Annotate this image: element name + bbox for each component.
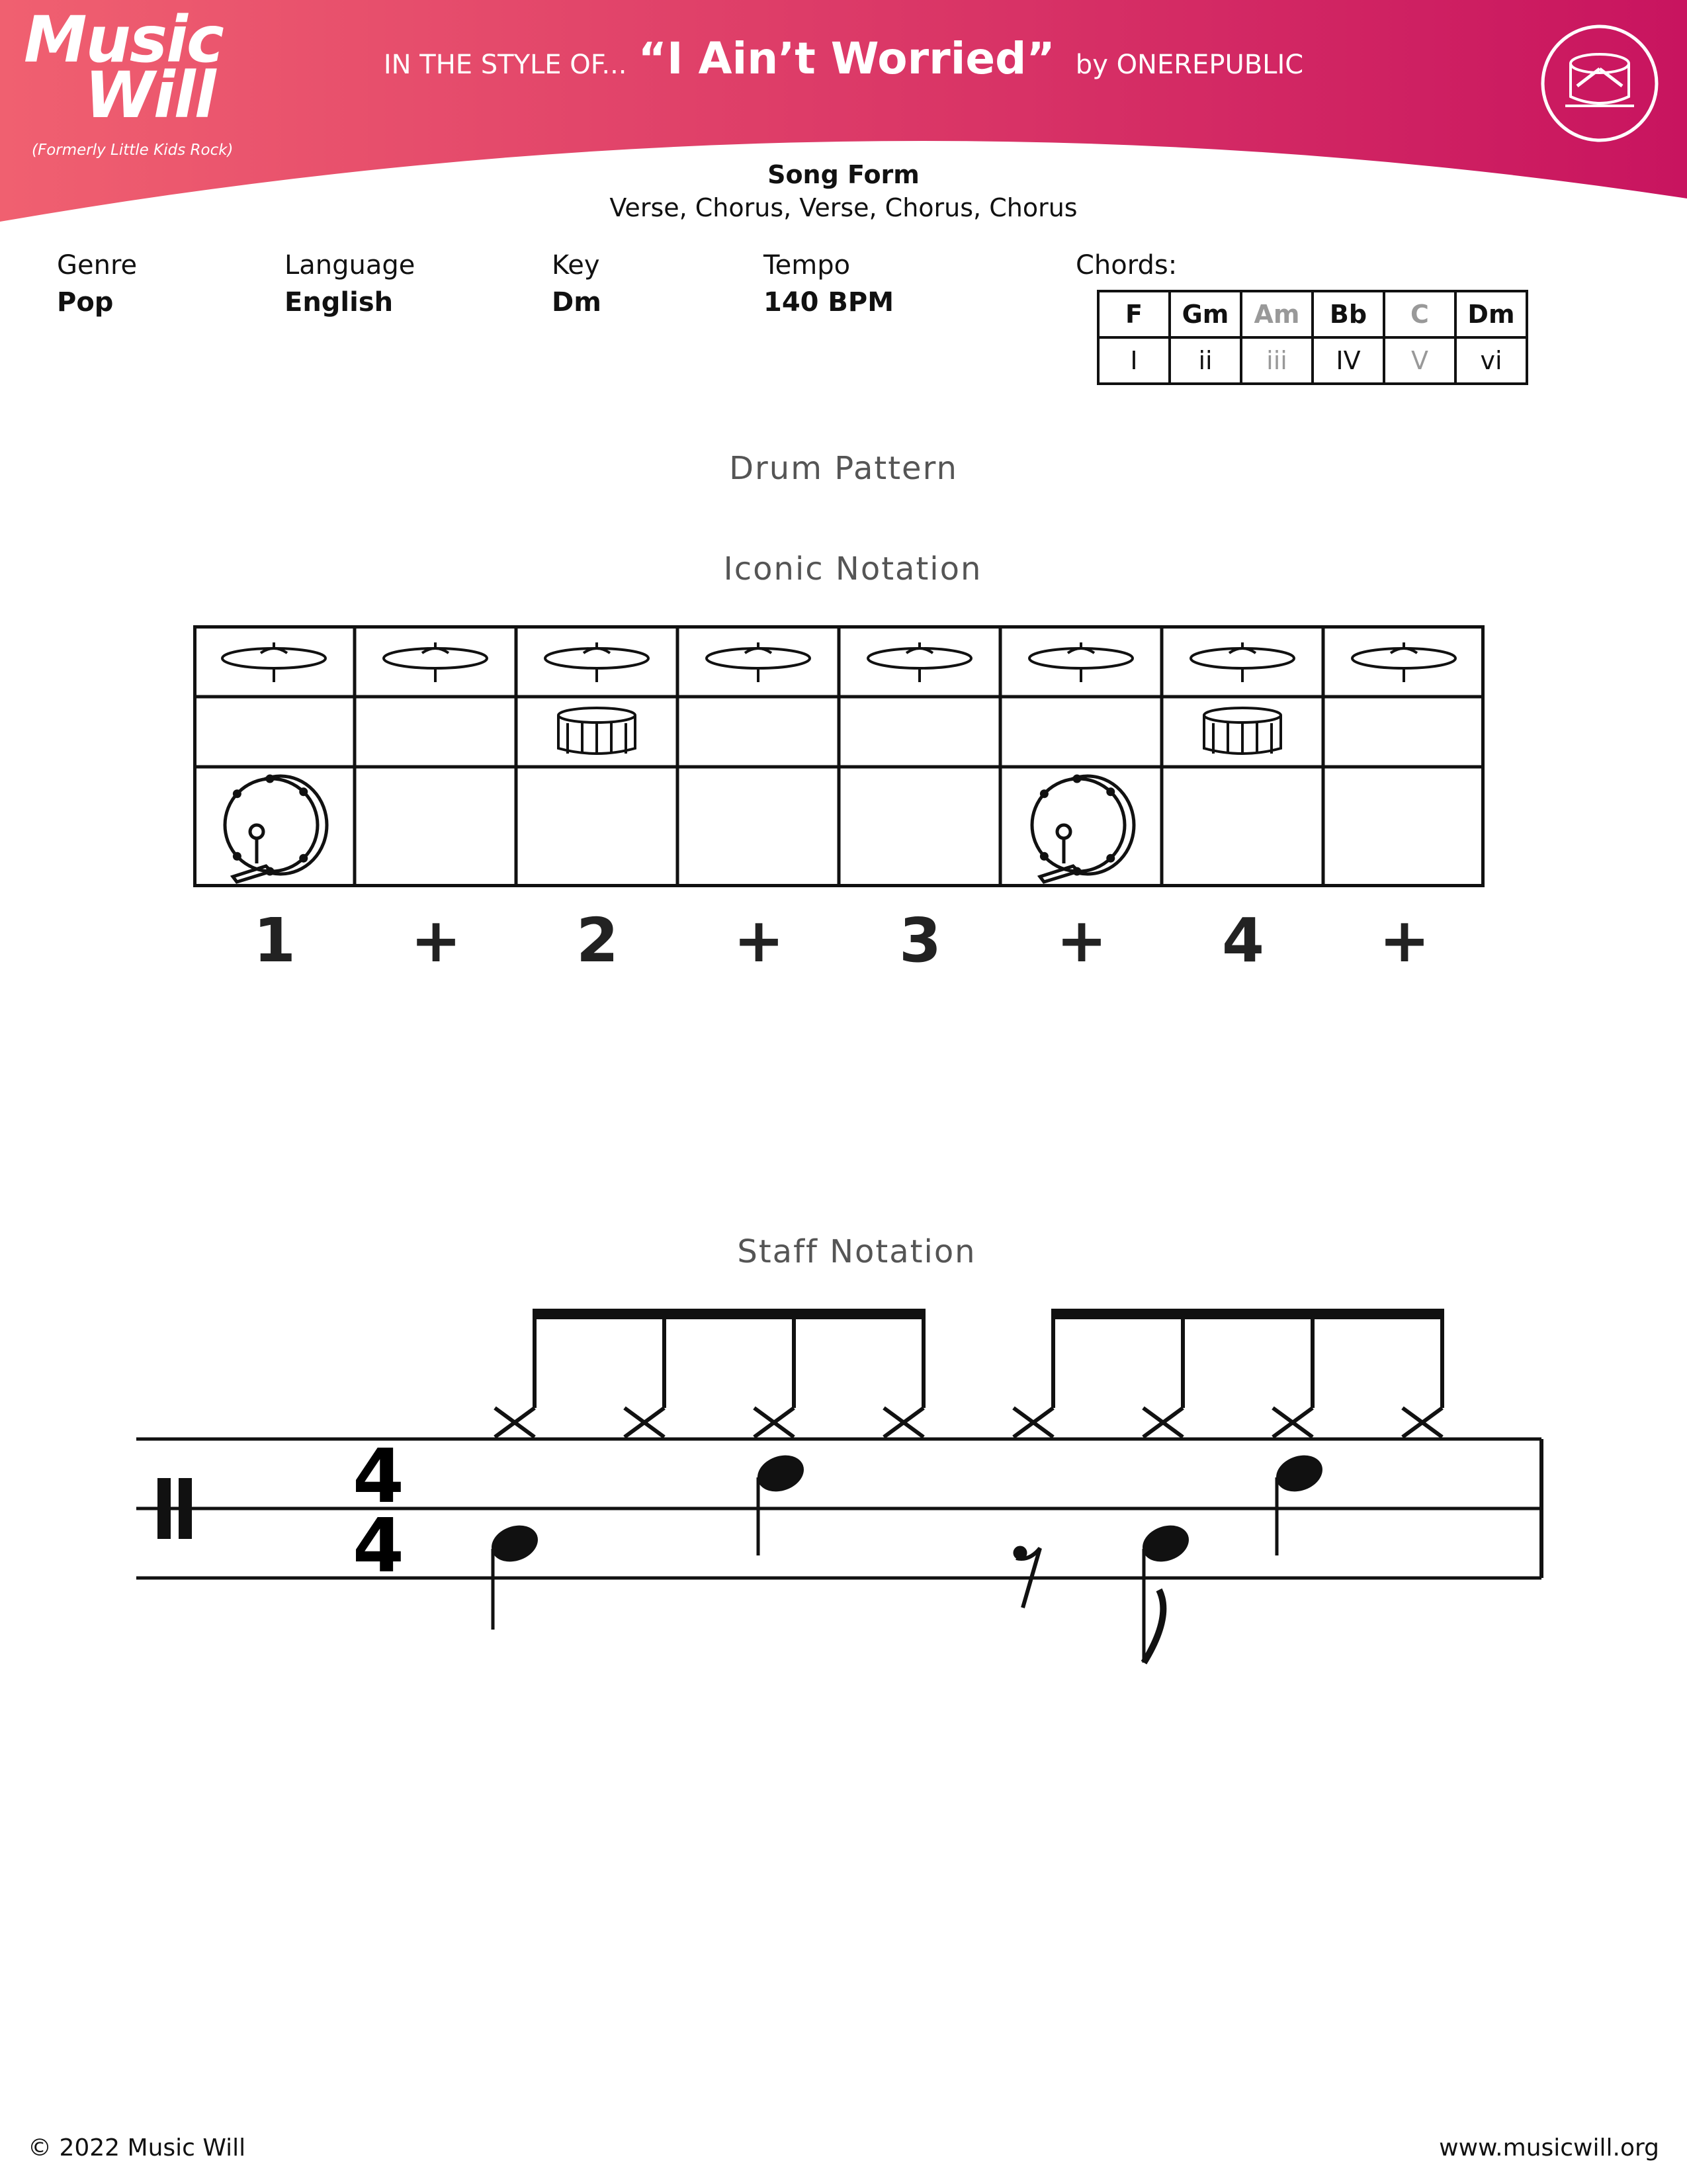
hi-hat-note: [1403, 1318, 1442, 1437]
language-label: Language: [284, 250, 415, 281]
chord-numeral: iii: [1241, 337, 1313, 384]
logo-line-2: Will: [85, 58, 215, 132]
chord-name: Bb: [1313, 291, 1384, 337]
song-header: [0, 33, 1687, 84]
hi-hat-note: [495, 1318, 535, 1437]
genre-label: Genre: [57, 250, 138, 281]
snare-drum-icon: [1204, 708, 1281, 754]
snare-note: [1271, 1449, 1327, 1555]
style-prefix: IN THE STYLE OF...: [383, 50, 627, 80]
artist-name: by ONEREPUBLIC: [1075, 50, 1304, 80]
hi-hat-cymbal-icon: [707, 642, 810, 682]
hi-hat-cymbal-icon: [384, 642, 487, 682]
key-label: Key: [552, 250, 600, 281]
bass-drum-icon: [1032, 776, 1134, 882]
copyright: © 2022 Music Will: [28, 2134, 246, 2162]
genre-value: Pop: [57, 287, 114, 318]
staff-notes: [486, 1309, 1444, 1663]
hi-hat-cymbal-icon: [1352, 642, 1455, 682]
snare-note: [752, 1449, 808, 1555]
chord-numeral: IV: [1313, 337, 1384, 384]
beat-count: +: [1056, 905, 1107, 976]
chords-label: Chords:: [1076, 250, 1178, 281]
beat-count: 3: [898, 905, 941, 976]
chord-name: F: [1098, 291, 1170, 337]
logo-line-1: Music: [24, 3, 223, 77]
hi-hat-cymbal-icon: [868, 642, 971, 682]
chord-name: Gm: [1170, 291, 1241, 337]
chord-numeral: V: [1384, 337, 1455, 384]
song-title: “I Ain’t Worried”: [638, 33, 1055, 84]
hi-hat-cymbal-icon: [545, 642, 648, 682]
bass-drum-icon: [225, 776, 327, 882]
kick-note: [486, 1519, 542, 1630]
beat-count: +: [1379, 905, 1430, 976]
beat-count: +: [733, 905, 785, 976]
tempo-label: Tempo: [763, 250, 851, 281]
eighth-note-beam: [533, 1309, 926, 1319]
kick-note: [1137, 1519, 1193, 1663]
chord-name: C: [1384, 291, 1455, 337]
snare-drum-icon: [558, 708, 635, 754]
beat-count: +: [410, 905, 462, 976]
key-value: Dm: [552, 287, 601, 318]
drum-pattern-heading: Drum Pattern: [729, 450, 958, 487]
chord-name: Am: [1241, 291, 1313, 337]
song-form-value: Verse, Chorus, Verse, Chorus, Chorus: [609, 193, 1078, 222]
chords-table: [1097, 290, 1528, 385]
time-signature-bottom: 4: [353, 1503, 404, 1589]
chord-numeral: ii: [1170, 337, 1241, 384]
staff-notation-heading: Staff Notation: [737, 1233, 976, 1270]
chord-numerals-row: [1098, 337, 1527, 384]
hi-hat-note: [625, 1318, 664, 1437]
beat-count: 1: [253, 905, 296, 976]
iconic-notation-grid: [193, 625, 1489, 887]
hi-hat-note: [884, 1318, 924, 1437]
chord-name: Dm: [1455, 291, 1527, 337]
chord-numeral: vi: [1455, 337, 1527, 384]
chord-numeral: I: [1098, 337, 1170, 384]
iconic-notation-heading: Iconic Notation: [723, 550, 982, 588]
time-signature-top: 4: [353, 1434, 404, 1520]
tempo-value: 140 BPM: [763, 287, 894, 318]
hi-hat-note: [1014, 1318, 1053, 1437]
hi-hat-note: [1143, 1318, 1183, 1437]
hi-hat-cymbal-icon: [1029, 642, 1133, 682]
hi-hat-cymbal-icon: [1191, 642, 1294, 682]
language-value: English: [284, 287, 394, 318]
staff-notation: [132, 1297, 1555, 1694]
grid-lines: [193, 625, 1485, 887]
hi-hat-cymbal-icon: [222, 642, 325, 682]
beat-count: 2: [576, 905, 619, 976]
hi-hat-note: [754, 1318, 794, 1437]
song-form-title: Song Form: [767, 160, 920, 189]
website-url: www.musicwill.org: [1439, 2134, 1659, 2162]
drum-logo-icon: [1539, 22, 1661, 144]
hi-hat-note: [1273, 1318, 1313, 1437]
staff-lines: [136, 1439, 1541, 1578]
beat-count: 4: [1221, 905, 1264, 976]
eighth-note-beam: [1051, 1309, 1444, 1319]
logo-subtitle: (Formerly Little Kids Rock): [32, 142, 234, 159]
chord-names-row: [1098, 291, 1527, 337]
